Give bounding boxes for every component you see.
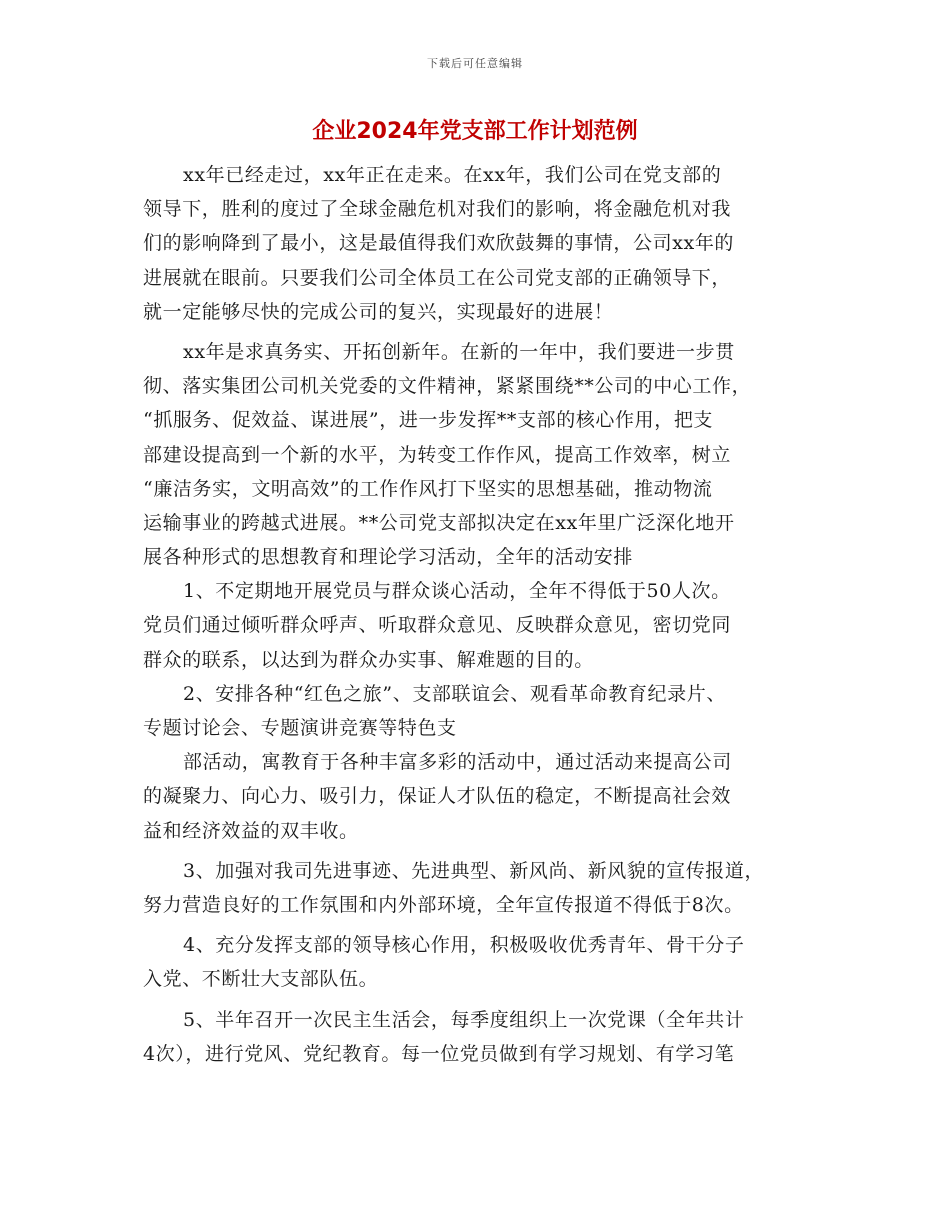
body-line: 2、安排各种“红色之旅”、支部联谊会、观看革命教育纪录片、 (183, 682, 726, 705)
body-line: 部活动，寓教育于各种丰富多彩的活动中，通过活动来提高公司 (183, 751, 732, 774)
body-line: xx年是求真务实、开拓创新年。在新的一年中，我们要进一步贯 (183, 340, 735, 363)
body-line: 运输事业的跨越式进展。**公司党支部拟决定在xx年里广泛深化地开 (143, 511, 735, 534)
document-title: 企业2024年党支部工作计划范例 (312, 119, 638, 144)
body-line: 5、半年召开一次民主生活会，每季度组织上一次党课（全年共计 (183, 1008, 745, 1031)
body-line: 努力营造良好的工作氛围和内外部环境，全年宣传报道不得低于8次。 (143, 893, 744, 916)
body-line: 4、充分发挥支部的领导核心作用，积极吸收优秀青年、骨干分子 (183, 934, 745, 957)
body-line: 群众的联系，以达到为群众办实事、解难题的目的。 (143, 648, 594, 671)
body-line: 们的影响降到了最小，这是最值得我们欢欣鼓舞的事情，公司xx年的 (143, 232, 735, 255)
body-line: “廉洁务实，文明高效”的工作作风打下坚实的思想基础，推动物流 (143, 477, 713, 500)
body-line: 的凝聚力、向心力、吸引力，保证人才队伍的稳定，不断提高社会效 (143, 785, 732, 808)
body-line: 1、不定期地开展党员与群众谈心活动，全年不得低于50人次。 (183, 580, 731, 603)
body-line: 彻、落实集团公司机关党委的文件精神，紧紧围绕**公司的中心工作， (143, 375, 752, 398)
body-line: 进展就在眼前。只要我们公司全体员工在公司党支部的正确领导下， (143, 266, 732, 289)
body-line: 专题讨论会、专题演讲竞赛等特色支 (143, 717, 457, 739)
body-line: 入党、不断壮大支部队伍。 (143, 968, 379, 991)
body-line: 3、加强对我司先进事迹、先进典型、新风尚、新风貌的宣传报道， (183, 859, 765, 882)
header-note: 下载后可任意编辑 (427, 57, 523, 70)
body-line: xx年已经走过，xx年正在走来。在xx年，我们公司在党支部的 (183, 164, 722, 186)
body-line: 4次），进行党风、党纪教育。每一位党员做到有学习规划、有学习笔 (143, 1042, 735, 1065)
body-line: 党员们通过倾听群众呼声、听取群众意见、反映群众意见，密切党同 (143, 614, 732, 637)
document-body (143, 158, 823, 1071)
body-line: 展各种形式的思想教育和理论学习活动，全年的活动安排 (143, 546, 634, 569)
body-line: “抓服务、促效益、谋进展”，进一步发挥**支部的核心作用，把支 (143, 409, 714, 432)
body-line: 益和经济效益的双丰收。 (143, 819, 359, 842)
body-line: 部建设提高到一个新的水平，为转变工作作风，提高工作效率，树立 (143, 443, 732, 466)
body-line: 就一定能够尽快的完成公司的复兴，实现最好的进展！ (143, 300, 614, 323)
body-line: 领导下，胜利的度过了全球金融危机对我们的影响，将金融危机对我 (143, 198, 732, 221)
